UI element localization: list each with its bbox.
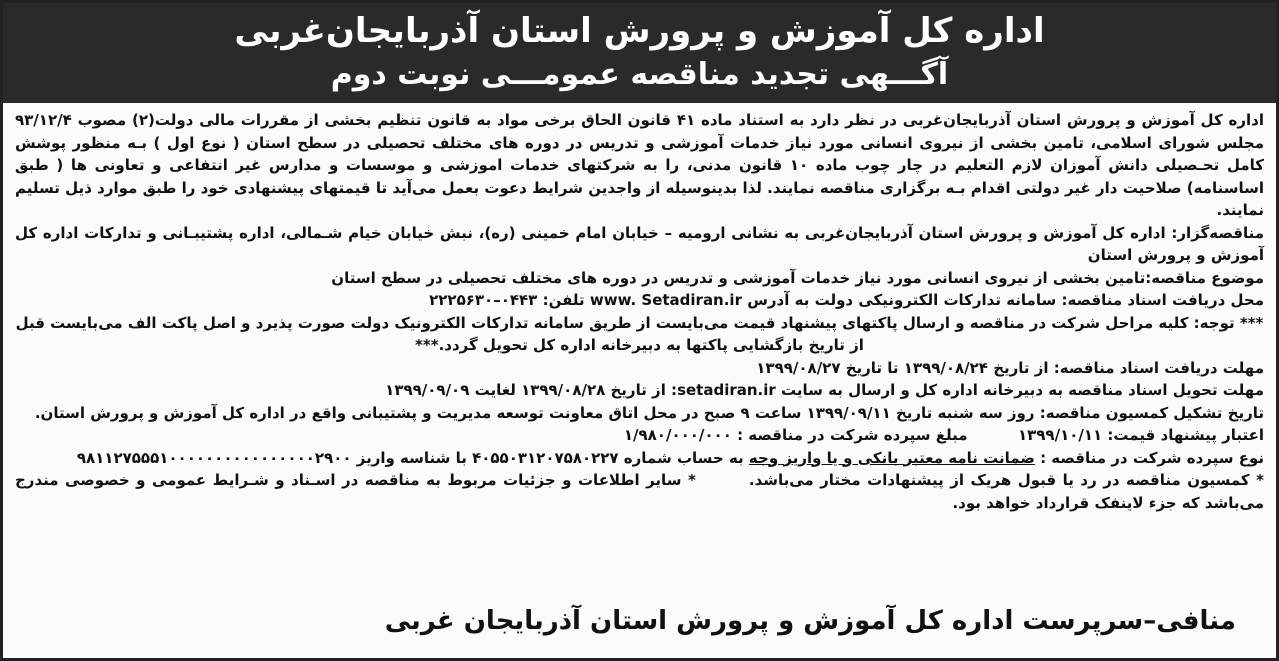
deadline-submit-dates: : از تاریخ ۱۳۹۹/۰۸/۲۸ لغایت ۱۳۹۹/۰۹/۰۹ xyxy=(385,381,678,399)
deadline-submit-url: setadiran.ir xyxy=(677,381,776,399)
subject-line: موضوع مناقصه:تامین بخشی از نیروی انسانی مورد نیاز خدمات آموزشی و تدریس در دوره های مختلف تحصیلی در سطح استان xyxy=(331,268,1264,287)
intro-paragraph: اداره کل آموزش و پرورش استان آذربایجان‌غربی در نظر دارد به استناد ماده ۴۱ قانون الحاق برخی مواد به قانون تنظیم بخشی از مقررات مالی دولت(۲) مصوب ۹۳/۱۲/۴ مجلس شورای اسلامی، تامین بخشی از نیروی انسانی مورد نیاز خدمات آموزشی و تدریس در دوره های مختلف تحصیلی در سطح استان ( نوع اول ) بـه منظور پوشش کامل تحـصیلی دانش آموزان لازم التعلیم در چار چوب ماده ۱۰ قانون مدنی، را به شرکتهای خدمات اموزشی و موسسات و مدارس غیر انتفاعی و تعاونی ها ( طبق اساسنامه) صلاحیت دار غیر دولتی اقدام بـه برگزاری مناقصه نمایند. لذا بدینوسیله از واجدین شرایط دعوت بعمل می‌آید تا قیمتهای پیشنهادی خود را طبق موارد ذیل تسلیم نمایند. xyxy=(15,111,1264,219)
setadiran-url: www. Setadiran.ir xyxy=(589,291,742,309)
docs-place-label: محل دریافت اسناد مناقصه: سامانه تدارکات الکترونیکی دولت به آدرس xyxy=(747,291,1264,309)
commission-line: تاریخ تشکیل کمسیون مناقصه: روز سه شنبه تاریخ ۱۳۹۹/۰۹/۱۱ ساعت ۹ صبح در محل اتاق معاونت توسعه مدیریت و پشتیبانی واقع در اداره کل آموزش و پرورش استان. xyxy=(34,403,1264,422)
validity-deposit-line xyxy=(15,424,1264,447)
notice-title: اداره کل آموزش و پرورش استان آذربایجان‌غربی xyxy=(234,11,1045,51)
deposit-type-account: به حساب شماره ۴۰۵۵۰۳۱۲۰۷۵۸۰۲۲۷ با شناسه واریز ۹۸۱۱۲۷۵۵۵۱۰۰۰۰۰۰۰۰۰۰۰۰۰۰۰۰۲۹۰۰ xyxy=(76,448,744,467)
rule-commission: * کمسیون مناقصه در رد یا قبول هریک از پیشنهادات مختار می‌باشد. xyxy=(748,471,1265,489)
signature-line: منافی–سرپرست اداره کل آموزش و پرورش استان آذربایجان غربی xyxy=(384,606,1236,636)
phone-number: تلفن: ۰۴۴۳–۲۲۲۵۶۳۰ xyxy=(429,291,585,309)
deadline-submit-label: مهلت تحویل اسناد مناقصه به دبیرخانه اداره کل و ارسال به سایت xyxy=(781,381,1264,399)
deposit-type-label: نوع سپرده شرکت در مناقصه : xyxy=(1040,448,1264,467)
docs-place-line xyxy=(15,289,1264,312)
notice-subtitle: آگـــهی تجدید مناقصه عمومـــی نوبت دوم xyxy=(330,57,949,92)
rule-other-info: * سایر اطلاعات و جزئیات مربوط به مناقصه در اسـناد و شـرایط عمومی و خصوصی مندرج می‌باشد که جزء لاینفک قرارداد خواهد بود. xyxy=(15,471,1264,512)
validity-text: اعتبار پیشنهاد قیمت: ۱۳۹۹/۱۰/۱۱ xyxy=(1017,426,1264,444)
header-band xyxy=(3,3,1276,103)
notice-body xyxy=(3,103,1276,514)
deadline-submit-line xyxy=(15,379,1264,402)
deposit-amount: مبلغ سپرده شرکت در مناقصه : ۱/۹۸۰/۰۰۰/۰۰۰ xyxy=(623,426,968,444)
deadline-receive-line: مهلت دریافت اسناد مناقصه: از تاریخ ۱۳۹۹/۰۸/۲۴ تا تاریخ ۱۳۹۹/۰۸/۲۷ xyxy=(756,358,1264,377)
note-paragraph: *** توجه: کلیه مراحل شرکت در مناقصه و ارسال پاکتهای پیشنهاد قیمت می‌بایست از طریق سامانه تدارکات الکترونیک دولت صورت پذیرد و اصل پاکت الف می‌بایست قبل از تاریخ بازگشایی پاکتها به دبیرخانه اداره کل تحویل گردد.*** xyxy=(15,313,1264,354)
rules-paragraph xyxy=(15,469,1264,514)
organizer-paragraph: مناقصه‌گزار: اداره کل آموزش و پرورش استان آذربایجان‌غربی به نشانی ارومیه – خیابان امام خمینی (ره)، نبش خیابان خیام شـمالی، اداره پشتیبـانی و تدارکات اداره کل آموزش و پرورش استان xyxy=(15,223,1264,264)
deposit-type-guarantee: ضمانت نامه معتبر بانکی و یا واریز وجه xyxy=(748,448,1035,467)
deposit-type-line xyxy=(15,447,1264,470)
